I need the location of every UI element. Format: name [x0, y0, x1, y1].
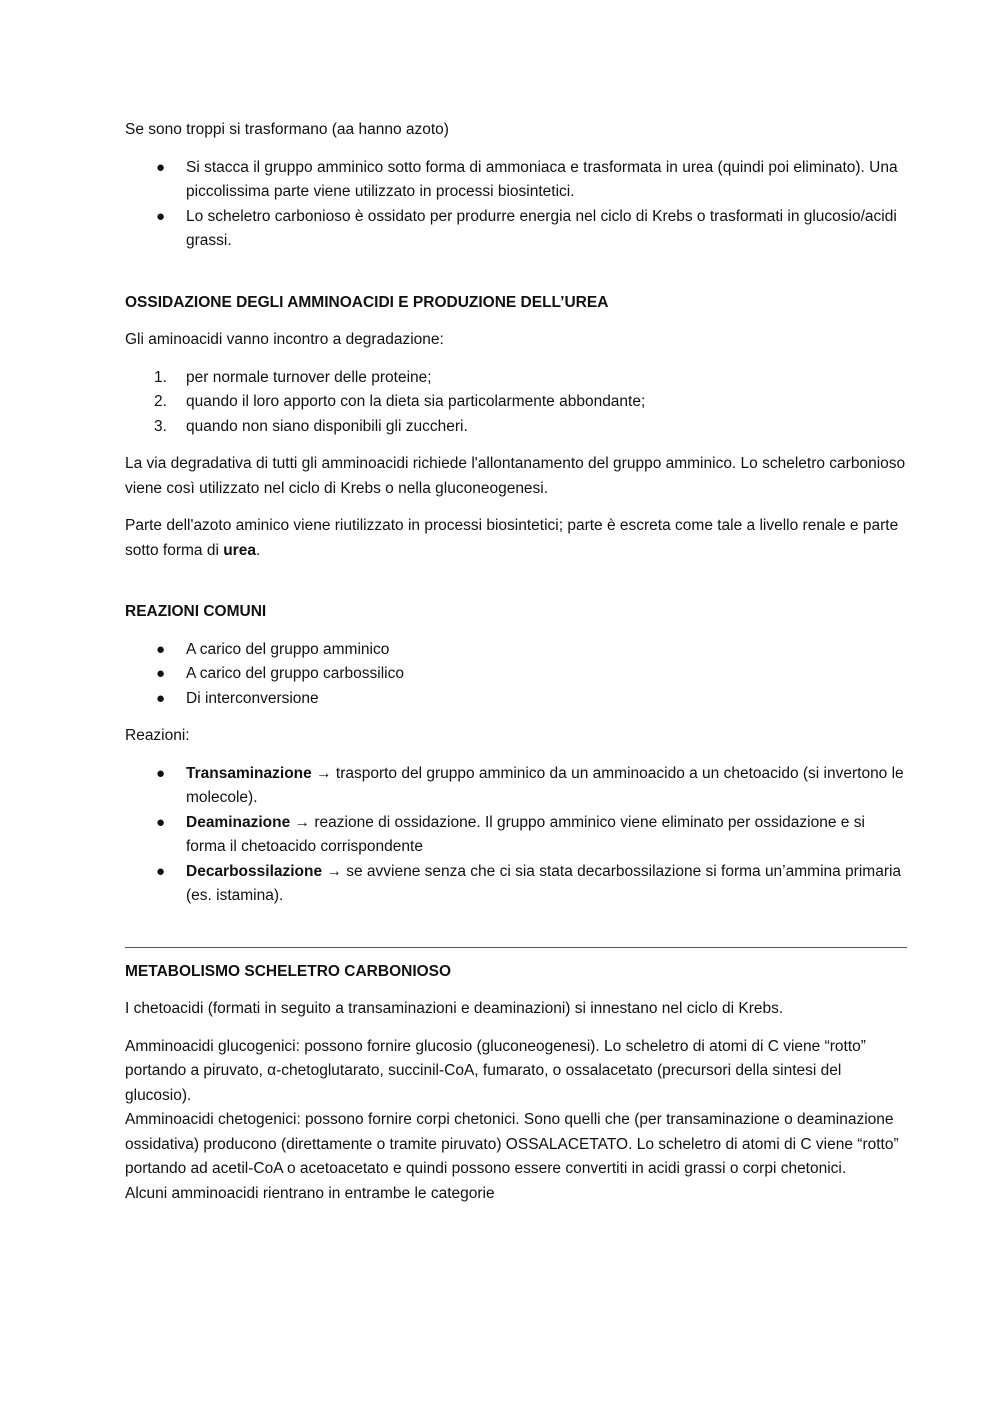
list-item: ● Di interconversione [125, 687, 907, 712]
reazioni-bullet-list [125, 638, 907, 712]
amminoacidi-block [125, 1035, 907, 1207]
bullet-icon: ● [156, 764, 166, 782]
paragraph-azoto: Parte dell'azoto aminico viene riutilizzato in processi biosintetici; parte è escreta come tale a livello renale e parte sotto forma di urea. [125, 517, 899, 559]
arrow-right-icon: → [316, 764, 332, 782]
arrow-right-icon: → [326, 862, 342, 880]
list-item: ● Deaminazione → reazione di ossidazione. Il gruppo amminico viene eliminato per ossidazione e si forma il chetoacido corrispondente [125, 811, 907, 860]
paragraph-via-degradativa: La via degradativa di tutti gli amminoacidi richiede l'allontanamento del gruppo amminico. Lo scheletro carbonioso viene così utilizzato nel ciclo di Krebs o nella gluconeogenesi. [125, 455, 906, 497]
section-heading-ossidazione: OSSIDAZIONE DEGLI AMMINOACIDI E PRODUZIONE DELL’UREA [125, 293, 609, 311]
horizontal-divider [125, 947, 907, 948]
list-item: ● Si stacca il gruppo amminico sotto forma di ammoniaca e trasformata in urea (quindi poi eliminato). Una piccolissima parte viene utilizzato in processi biosintetici. [125, 156, 907, 205]
numbered-list [125, 366, 907, 440]
list-item: ● Lo scheletro carbonioso è ossidato per produrre energia nel ciclo di Krebs o trasformati in glucosio/acidi grassi. [125, 205, 907, 254]
section-heading-reazioni-comuni: REAZIONI COMUNI [125, 603, 267, 620]
paragraph-chetogenici: Amminoacidi chetogenici: possono fornire corpi chetonici. Sono quelli che (per transaminazione o deaminazione ossidativa) producono (direttamente o tramite piruvato) OSSALACETATO. Lo scheletro di atomi di C viene “rotto” portando ad acetil-CoA o acetoacetato e quindi possono essere convertiti in acidi grassi o corpi chetonici. [125, 1111, 899, 1177]
section-intro: Gli aminoacidi vanno incontro a degradazione: [125, 331, 444, 348]
bullet-icon: ● [156, 813, 166, 831]
intro-line: Se sono troppi si trasformano (aa hanno azoto) [125, 121, 449, 138]
list-item: ● A carico del gruppo carbossilico [125, 662, 907, 687]
document-page [125, 118, 907, 1206]
list-item: 3. quando non siano disponibili gli zuccheri. [154, 417, 468, 435]
bullet-icon: ● [156, 862, 166, 880]
paragraph-glucogenici: Amminoacidi glucogenici: possono fornire glucosio (gluconeogenesi). Lo scheletro di atomi di C viene “rotto” portando a piruvato, α-chetoglutarato, succinil-CoA, fumarato, o ossalacetato (precursori della sintesi del glucosio). [125, 1037, 866, 1104]
list-item: ● Decarbossilazione → se avviene senza che ci sia stata decarbossilazione si forma un’ammina primaria (es. istamina). [125, 860, 907, 909]
bullet-icon: ● [156, 665, 166, 682]
bullet-icon: ● [156, 207, 166, 225]
list-item: 2. quando il loro apporto con la dieta sia particolarmente abbondante; [154, 393, 646, 410]
bullet-icon: ● [156, 640, 166, 658]
paragraph-chetoacidi: I chetoacidi (formati in seguito a transaminazioni e deaminazioni) si innestano nel ciclo di Krebs. [125, 1000, 784, 1017]
paragraph-entrambe: Alcuni amminoacidi rientrano in entrambe le categorie [125, 1184, 495, 1202]
list-item: ● Transaminazione → trasporto del gruppo amminico da un amminoacido a un chetoacido (si invertono le molecole). [125, 762, 907, 811]
bullet-icon: ● [156, 689, 166, 707]
reactions-label: Reazioni: [125, 727, 190, 744]
intro-bullet-list [125, 156, 907, 254]
section-heading-metabolismo: METABOLISMO SCHELETRO CARBONIOSO [125, 962, 452, 980]
bullet-icon: ● [156, 158, 166, 176]
list-item: ● A carico del gruppo amminico [125, 638, 907, 663]
list-item: 1. per normale turnover delle proteine; [154, 368, 432, 386]
reactions-list [125, 762, 907, 909]
arrow-right-icon: → [294, 813, 311, 831]
